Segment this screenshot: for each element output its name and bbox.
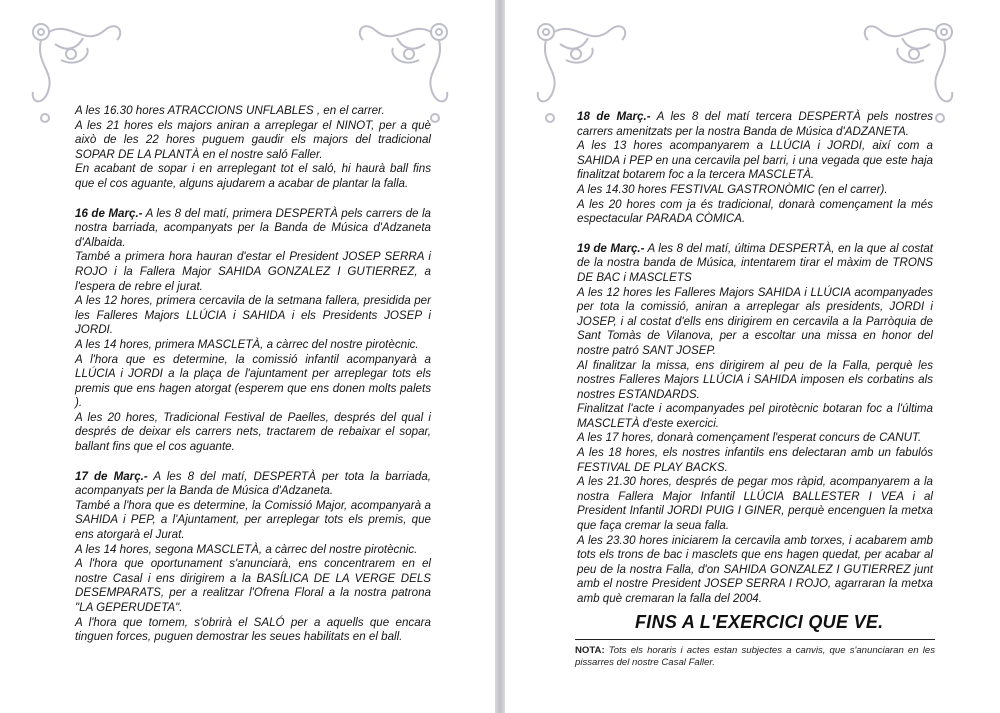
paragraph: A les 13 hores acompanyarem a LLÚCIA i JORDI, així com a SAHIDA i PEP en una cercavila pel barri, i una vegada que este haja finalitzat botarem foc a la tercera MASCLETÀ. bbox=[577, 139, 933, 182]
paragraph: També a l'hora que es determine, la Comissió Major, acompanyarà a SAHIDA i PEP, a l'Ajuntament, per arreplegar tots els premis, que ens atorgarà el Jurat. bbox=[75, 498, 431, 542]
paragraph: Al finalitzar la missa, ens dirigirem al peu de la Falla, perquè les nostres Falleres Majors LLÚCIA i SAHIDA imposen els corbatins als nostres ESTANDARDS. bbox=[577, 358, 933, 401]
paragraph: Finalitzat l'acte i acompanyades pel pirotècnic botaran foc a l'última MASCLETÀ d'este exercici. bbox=[577, 402, 933, 430]
paragraph: A les 21.30 hores, després de pegar mos ràpid, acompanyarem a la nostra Fallera Major Infantil LLÚCIA BALLESTER I VEA i al President Infantil JORDI PUIG I GINER, perquè encenguen la metxa que faça cremar la seua falla. bbox=[577, 475, 933, 533]
note-label: NOTA: bbox=[575, 645, 605, 656]
footer-note bbox=[575, 639, 935, 669]
left-page bbox=[0, 0, 495, 713]
march16-entry: 16 de Març.- A les 8 del matí, primera DESPERTÀ pels carrers de la nostra barriada, acompanyats per la Banda de Música d'Adzaneta d'Albaida. bbox=[75, 206, 432, 249]
march18-entry: 18 de Març.- A les 8 del matí tercera DESPERTÀ pels nostres carrers amenitzats per la nostra Banda de Música d'ADZANETA. bbox=[577, 110, 933, 138]
paragraph: A les 20 hores com ja és tradicional, donarà començament la més espectacular PARADA CÒMICA. bbox=[577, 197, 933, 226]
paragraph: A les 12 hores les Falleres Majors SAHIDA i LLÚCIA acompanyades per tota la comissió, aniran a arreplegar als presidents, JORDI i JOSEP, i al costat d'ells ens dirigirem en cercavila a la Parròquia de Sant Tomàs de Vilanova, per a escoltar una missa en honor del nostre patró SANT JOSEP. bbox=[577, 285, 933, 357]
date-heading: 16 de Març.- bbox=[75, 206, 143, 220]
paragraph: A les 16.30 hores ATRACCIONS UNFLABLES , en el carrer. bbox=[75, 104, 385, 117]
date-heading: 18 de Març.- bbox=[577, 110, 651, 123]
paragraph: A les 23.30 hores iniciarem la cercavila amb torxes, i acabarem amb tots els trons de bac i masclets que ens hagen quedat, per acabar al peu de la nostra Falla, d'on SAHIDA GONZALEZ I GUTIERREZ junt amb el nostre President JOSEP SERRA I ROJO, agarraran la metxa amb què cremaran la falla del 2004. bbox=[577, 533, 933, 605]
paragraph: A les 14.30 hores FESTIVAL GASTRONÒMIC (en el carrer). bbox=[577, 182, 888, 196]
paragraph: A l'hora que tornem, s'obrirà el SALÓ per a aquells que encara tinguen forces, puguen demostrar les seues habilitats en el ball. bbox=[75, 615, 431, 644]
right-column-text bbox=[577, 110, 933, 607]
paragraph: A les 20 hores, Tradicional Festival de Paelles, després del qual i després de deixar els carrers nets, tractarem de rebaixar el sopar, ballant fins que el cos aguante. bbox=[75, 410, 431, 454]
paragraph: També a primera hora hauran d'estar el President JOSEP SERRA i ROJO i la Fallera Major SAHIDA GONZALEZ I GUTIERREZ, a l'espera de rebre el jurat. bbox=[75, 250, 431, 293]
page-gutter bbox=[495, 0, 505, 713]
paragraph: A les 14 hores, segona MASCLETÀ, a càrrec del nostre pirotècnic. bbox=[75, 542, 418, 556]
march19-entry: 19 de Març.- A les 8 del matí, última DESPERTÀ, en la que al costat de la nostra banda de Música, intentarem tirar el màxim de TRONS DE BAC i MASCLETS bbox=[577, 241, 934, 284]
date-heading: 19 de Març.- bbox=[577, 241, 645, 255]
paragraph: A les 12 hores, primera cercavila de la setmana fallera, presidida per les Falleres Majors LLÚCIA i SAHIDA i els Presidents JOSEP i JORDI. bbox=[75, 294, 431, 337]
left-column-text bbox=[75, 104, 431, 645]
march17-entry: 17 de Març.- A les 8 del matí, DESPERTÀ per tota la barriada, acompanyats per la Banda de Música d'Adzaneta. bbox=[75, 469, 431, 498]
date-heading: 17 de Març.- bbox=[75, 469, 148, 483]
paragraph: A l'hora que es determine, la comissió infantil acompanyarà a LLÚCIA i JORDI a la plaça de l'ajuntament per arreplegar tots els premis que ens hagen atorgat (esperem que ens donen molts palets ). bbox=[75, 352, 431, 410]
note-text: Tots els horaris i actes estan subjectes a canvis, que s'anunciaran en les pissarres del nostre Casal Faller. bbox=[575, 645, 935, 668]
paragraph: En acabant de sopar i en arreplegant tot el saló, hi haurà ball fins que el cos aguante, alguns ajudarem a acabar de plantar la falla. bbox=[75, 162, 431, 190]
paragraph: A l'hora que oportunament s'anunciarà, ens concentrarem en el nostre Casal i ens dirigirem a la BASÍLICA DE LA VERGE DELS DESEMPARATS, per a realitzar l'Ofrena Floral a la nostra patrona "LA GEPERUDETA". bbox=[75, 557, 431, 614]
paragraph: A les 18 hores, els nostres infantils ens delectaran amb un fabulós FESTIVAL DE PLAY BACKS. bbox=[577, 446, 933, 474]
closing-heading: FINS A L'EXERCICI QUE VE. bbox=[635, 612, 884, 632]
paragraph: A les 21 hores els majors aniran a arreplegar el NINOT, per a què això de les 22 hores puguem gaudir els majors del tradicional SOPAR DE LA PLANTÀ en el nostre saló Faller. bbox=[75, 118, 431, 161]
paragraph: A les 14 hores, primera MASCLETÀ, a càrrec del nostre pirotècnic. bbox=[75, 337, 419, 351]
paragraph: A les 17 hores, donarà començament l'esperat concurs de CANUT. bbox=[577, 431, 922, 445]
